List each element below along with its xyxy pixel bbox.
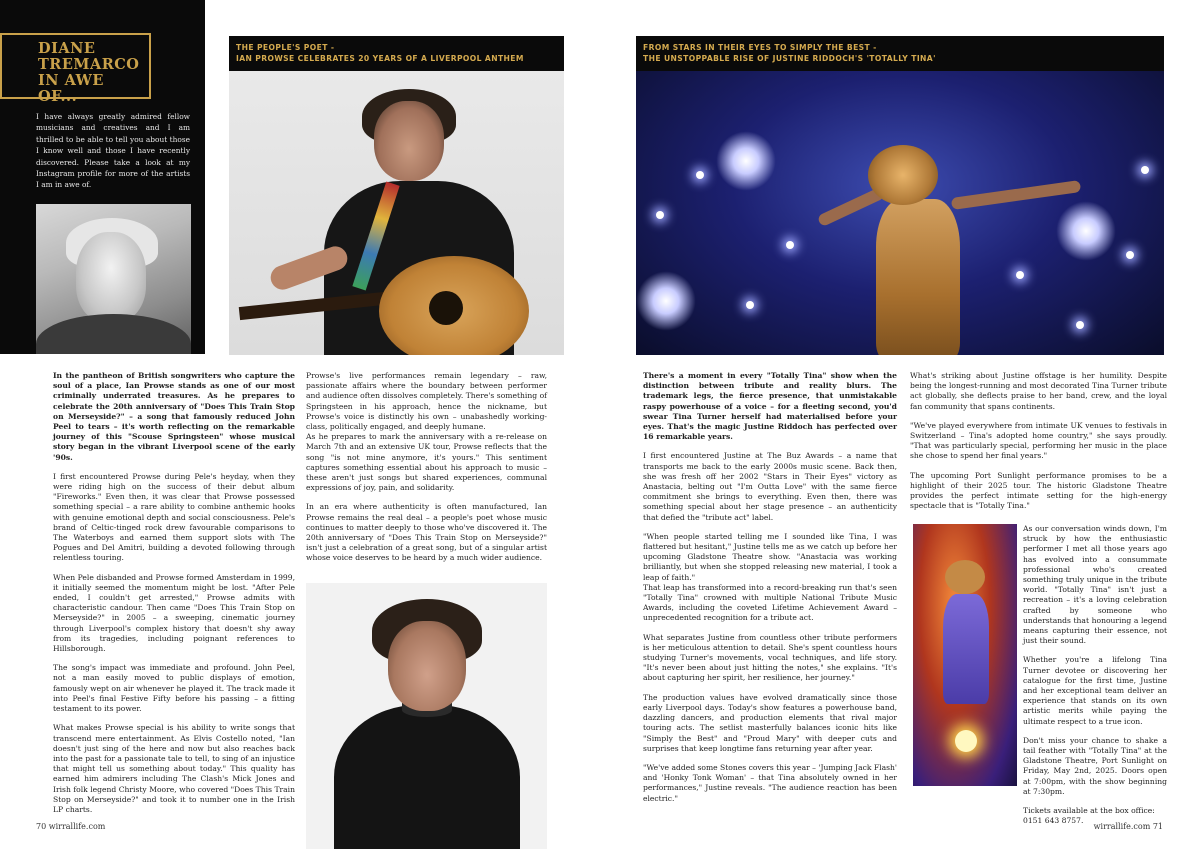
article-paragraph: As he prepares to mark the anniversary with a re-release on March 7th and an extensive UK tour, Prowse reflects that the song "is not mine anymore, it's yours." This sentiment captures something essential about his approach to music – these aren't just songs but shared experiences, communal expressions of joy, pain, and solidarity.: [306, 432, 547, 493]
article-paragraph: "When people started telling me I sounded like Tina, I was flattered but hesitant," Justine tells me as we catch up before her upcoming Gladstone Theatre show. "Anastacia was working brilliantly, but when she stopped releasing new material, I took a leap of faith.": [643, 531, 897, 582]
article-paragraph: Prowse's live performances remain legendary – raw, passionate affairs where the boundary between performer and audience often dissolves completely. There's something of Springsteen in his approach, hence the nickname, but Prowse's voice is distinctly his own – unabashedly working-class, politically engaged, and deeply humane.: [306, 371, 547, 432]
performer-arm-shape: [951, 180, 1081, 210]
article-column-2: [910, 371, 1167, 520]
article-paragraph: "We've played everywhere from intimate UK venues to festivals in Switzerland – Tina's adopted home country," she says proudly. "That was particularly special, performing her music in the place she chose to spend her final years.": [910, 420, 1167, 461]
article-paragraph: What's striking about Justine offstage is her humility. Despite being the longest-running and most decorated Tina Turner tribute act globally, she deflects praise to her band, crew, and the loyal fan community that spans continents.: [910, 371, 1167, 411]
box-office-phone: 0151 643 8757.: [1023, 816, 1084, 826]
performer-dress-shape: [943, 594, 989, 704]
article-headline-prowse: [229, 36, 564, 71]
article-headline-totally-tina: [636, 36, 1164, 71]
stage-light-dot: [746, 301, 754, 309]
author-portrait-photo: [36, 204, 191, 354]
stage-light-glow: [716, 131, 776, 191]
feature-title-line: TREMARCO: [38, 56, 140, 73]
article-paragraph: Whether you're a lifelong Tina Turner devotee or discovering her catalogue for the first time, Justine and her exceptional team deliver an experience that stands on its own artistic merits while paying the ultimate respect to a true icon.: [1023, 655, 1167, 726]
feature-title-line: IN AWE OF...: [38, 72, 104, 105]
feature-title-box: [0, 33, 151, 105]
totally-tina-performance-photo: [913, 524, 1017, 786]
stage-light-glow: [1056, 201, 1116, 261]
stage-light-glow: [636, 271, 696, 331]
right-page: [604, 0, 1200, 849]
article-column-1: [643, 371, 897, 813]
feature-title-line: DIANE: [38, 40, 96, 57]
headline-line: FROM STARS IN THEIR EYES TO SIMPLY THE BEST -: [643, 43, 877, 52]
totally-tina-stage-photo: [636, 71, 1164, 355]
article-paragraph: The song's impact was immediate and profound. John Peel, not a man easily moved to public displays of emotion, famously wept on air whenever he played it. The track made it into Peel's final Festive Fifty before his passing – a fitting testament to its power.: [53, 663, 295, 714]
article-paragraph: As our conversation winds down, I'm struck by how the enthusiastic performer I met all those years ago has evolved into a consummate professional who's created something truly unique in the tribute world. "Totally Tina" isn't just a recreation – it's a loving celebration crafted by someone who understands that honouring a legend means capturing their essence, not just their sound.: [1023, 524, 1167, 646]
article-paragraph: I first encountered Prowse during Pele's heyday, when they were riding high on the success of their debut album "Fireworks." Even then, it was clear that Prowse possessed something special – a rare ability to combine anthemic hooks with genuine emotional depth and social consciousness. Pele's brand of Celtic-tinged rock drew favourable comparisons to The Waterboys and earned them support slots with The Pogues and Del Amitri, building a devoted following through relentless touring.: [53, 471, 295, 563]
performer-hair-shape: [868, 145, 938, 205]
left-page: [0, 0, 596, 849]
article-lead: In the pantheon of British songwriters who capture the soul of a place, Ian Prowse stands as one of our most criminally underrated treasures. As he prepares to celebrate the 20th anniversary of "Does This Train Stop on Merseyside?" – a song that famously reduced John Peel to tears – it's worth reflecting on the remarkable journey of this "Scouse Springsteen" whose musical story began in the vibrant Liverpool scene of the early '90s.: [53, 371, 295, 462]
stage-light-dot: [1141, 166, 1149, 174]
stage-lamp-shape: [955, 730, 977, 752]
page-number-left: 70 wirrallife.com: [36, 822, 106, 831]
photo-head-shape: [374, 101, 444, 181]
headline-line: THE UNSTOPPABLE RISE OF JUSTINE RIDDOCH'S 'TOTALLY TINA': [643, 54, 936, 63]
portrait-shoulder-shape: [36, 314, 191, 354]
stage-light-dot: [1076, 321, 1084, 329]
article-column-2: [306, 371, 547, 573]
feature-intro: I have always greatly admired fellow musicians and creatives and I am thrilled to be able to tell you about those I know well and those I have recently discovered. Please take a look at my Instagram profile for more of the artists I am in awe of.: [36, 112, 190, 190]
article-paragraph: What separates Justine from countless other tribute performers is her meticulous attention to detail. She's spent countless hours studying Turner's movements, vocal techniques, and life story. "It's never been about just hitting the notes," she explains. "It's about capturing her spirit, her resilience, her journey.": [643, 632, 897, 683]
article-paragraph: Don't miss your chance to shake a tail feather with "Totally Tina" at the Gladstone Theatre, Port Sunlight on Friday, May 2nd, 2025. Doors open at 7:00pm, with the show beginning at 7:30pm.: [1023, 735, 1167, 796]
article-column-1: [53, 371, 295, 824]
prowse-guitar-photo: [229, 71, 564, 355]
headline-line: THE PEOPLE'S POET -: [236, 43, 335, 52]
article-paragraph: That leap has transformed into a record-breaking run that's seen "Totally Tina" crowned with multiple National Tribute Music Awards, including the coveted Lifetime Achievement Award – unprecedented recognition for a tribute act.: [643, 582, 897, 623]
article-column-3: [1023, 524, 1167, 835]
stage-light-dot: [1016, 271, 1024, 279]
article-paragraph: In an era where authenticity is often manufactured, Ian Prowse remains the real deal – a people's poet whose music continues to matter deeply to those who've discovered it. The 20th anniversary of "Does This Train Stop on Merseyside?" isn't just a celebration of a great song, but of a singular artist whose voice deserves to be heard by a much wider audience.: [306, 502, 547, 563]
box-office-label: Tickets available at the box office:: [1023, 806, 1155, 816]
photo-head-shape: [388, 621, 466, 711]
stage-light-dot: [656, 211, 664, 219]
stage-light-dot: [1126, 251, 1134, 259]
article-paragraph: "We've added some Stones covers this year – 'Jumping Jack Flash' and 'Honky Tonk Woman' – that Tina absolutely owned in her performances," Justine reveals. "The audience reaction has been electric.": [643, 762, 897, 803]
article-lead: There's a moment in every "Totally Tina" show when the distinction between tribute and reality blurs. The trademark legs, the fierce presence, that unmistakable raspy powerhouse of a voice – for a fleeting second, you'd swear Tina Turner herself had materialised before your eyes. That's the magic Justine Riddoch has perfected over 16 remarkable years.: [643, 371, 897, 442]
page-gutter: [596, 0, 604, 849]
page-number-right: wirrallife.com 71: [1093, 822, 1163, 831]
stage-light-dot: [786, 241, 794, 249]
article-paragraph: The production values have evolved dramatically since those early Liverpool days. Today's show features a powerhouse band, dazzling dancers, and production elements that rival major touring acts. The setlist masterfully balances iconic hits like "Simply the Best" and "Proud Mary" with deeper cuts and surprises that keep longtime fans returning year after year.: [643, 692, 897, 753]
prowse-portrait-photo: [306, 583, 547, 849]
performer-hair-shape: [945, 560, 985, 594]
article-paragraph: When Pele disbanded and Prowse formed Amsterdam in 1999, it initially seemed the momentum might be lost. "After Pele ended, I couldn't get arrested," Prowse admits with characteristic candour. Then came "Does This Train Stop on Merseyside?" in 2005 – a sweeping, cinematic journey through Liverpool's complex history that doesn't shy away from its tragedies, including poignant references to Hillsborough.: [53, 572, 295, 654]
headline-line: IAN PROWSE CELEBRATES 20 YEARS OF A LIVERPOOL ANTHEM: [236, 54, 524, 63]
photo-body-shape: [334, 705, 520, 849]
performer-dress-shape: [876, 199, 960, 355]
photo-soundhole-shape: [429, 291, 463, 325]
stage-light-dot: [696, 171, 704, 179]
portrait-face-shape: [76, 232, 146, 322]
article-paragraph: The upcoming Port Sunlight performance promises to be a highlight of their 2025 tour. The historic Gladstone Theatre provides the perfect intimate setting for the high-energy spectacle that is "Totally Tina.": [910, 470, 1167, 511]
article-paragraph: What makes Prowse special is his ability to write songs that transcend mere entertainment. As Elvis Costello noted, "Ian doesn't just sing of the here and now but also reaches back into the past for a passionate tale to tell, to sing of an injustice that might tell us something about today." This quality has earned him admirers including The Clash's Mick Jones and Irish folk legend Christy Moore, who covered "Does This Train Stop on Merseyside?" and took it to number one in the Irish LP charts.: [53, 723, 295, 814]
article-paragraph: I first encountered Justine at The Buz Awards – a name that transports me back to the early 2000s music scene. Back then, she was fresh off her 2002 "Stars in Their Eyes" victory as Anastacia, belting out "I'm Outta Love" with the same fierce commitment she brings to everything. Even then, there was something special about her stage presence – an authenticity that defied the "tribute act" label.: [643, 451, 897, 522]
